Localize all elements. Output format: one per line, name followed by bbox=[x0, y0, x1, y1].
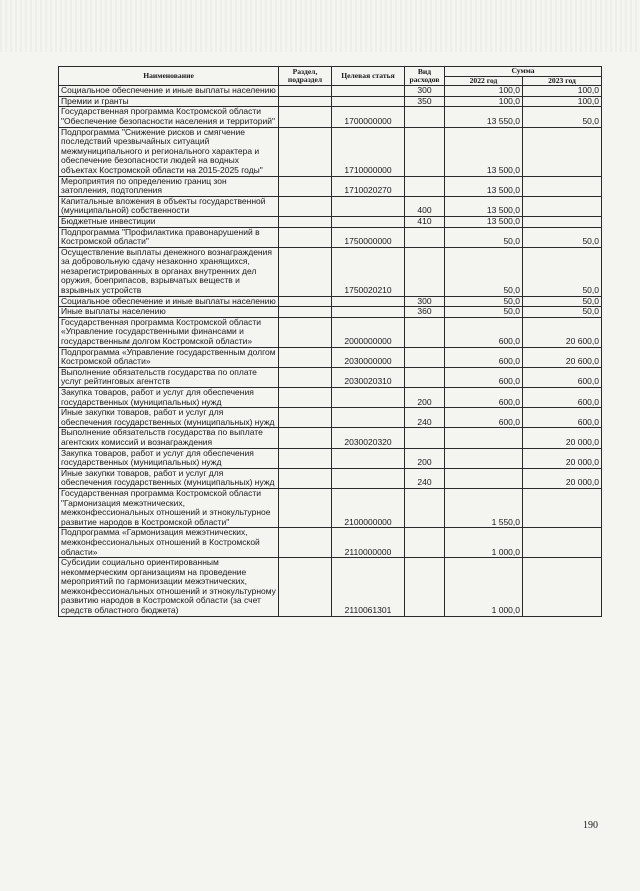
cell-type: 300 bbox=[405, 86, 445, 97]
cell-name: Иные выплаты населению bbox=[59, 307, 279, 318]
cell-target: 1710020270 bbox=[332, 176, 405, 196]
cell-name: Осуществление выплаты денежного вознаграждения за добровольную сдачу незаконно хранящихся, незарегистрированных в органах внутренних дел оружия, боеприпасов, взрывчатых веществ и взрывных устройств bbox=[59, 247, 279, 296]
cell-2022: 50,0 bbox=[445, 247, 523, 296]
cell-2023 bbox=[523, 488, 602, 527]
cell-name: Закупка товаров, работ и услуг для обеспечения государственных (муниципальных) нужд bbox=[59, 448, 279, 468]
table-row bbox=[59, 296, 602, 307]
table-row bbox=[59, 448, 602, 468]
header-row-1 bbox=[59, 67, 602, 77]
cell-2023 bbox=[523, 528, 602, 558]
cell-section bbox=[279, 307, 332, 318]
cell-section bbox=[279, 468, 332, 488]
cell-2023: 50,0 bbox=[523, 307, 602, 318]
cell-name: Подпрограмма "Профилактика правонарушений в Костромской области" bbox=[59, 227, 279, 247]
cell-type bbox=[405, 107, 445, 127]
cell-name: Субсидии социально ориентированным некоммерческим организациям на проведение мероприятий по гармонизации межэтнических, межконфессиональных отношений и этнокультурному развитию народов в Костромской области (за счет средств областного бюджета) bbox=[59, 558, 279, 617]
cell-section bbox=[279, 558, 332, 617]
cell-2023 bbox=[523, 558, 602, 617]
cell-target bbox=[332, 307, 405, 318]
cell-2022: 50,0 bbox=[445, 227, 523, 247]
cell-type bbox=[405, 176, 445, 196]
cell-section bbox=[279, 86, 332, 97]
cell-2022: 13 500,0 bbox=[445, 196, 523, 216]
cell-name: Подпрограмма «Гармонизация межэтнических, межконфессиональных отношений в Костромской области» bbox=[59, 528, 279, 558]
cell-name: Выполнение обязательств государства по выплате агентских комиссий и вознаграждения bbox=[59, 428, 279, 448]
cell-section bbox=[279, 428, 332, 448]
cell-type bbox=[405, 528, 445, 558]
cell-2023: 600,0 bbox=[523, 408, 602, 428]
table-row bbox=[59, 428, 602, 448]
cell-type bbox=[405, 367, 445, 387]
cell-section bbox=[279, 347, 332, 367]
cell-type: 400 bbox=[405, 196, 445, 216]
cell-section bbox=[279, 448, 332, 468]
cell-2022: 50,0 bbox=[445, 296, 523, 307]
header-section: Раздел, подраздел bbox=[279, 67, 332, 86]
cell-target bbox=[332, 388, 405, 408]
cell-section bbox=[279, 227, 332, 247]
header-type: Вид расходов bbox=[405, 67, 445, 86]
cell-name: Иные закупки товаров, работ и услуг для обеспечения государственных (муниципальных) нужд bbox=[59, 408, 279, 428]
cell-2023 bbox=[523, 176, 602, 196]
budget-table bbox=[58, 66, 602, 617]
cell-2023: 50,0 bbox=[523, 296, 602, 307]
cell-target: 2030020320 bbox=[332, 428, 405, 448]
cell-2022: 13 550,0 bbox=[445, 107, 523, 127]
page-number: 190 bbox=[583, 820, 598, 831]
table-row bbox=[59, 307, 602, 318]
cell-target bbox=[332, 408, 405, 428]
cell-name: Социальное обеспечение и иные выплаты населению bbox=[59, 296, 279, 307]
cell-name: Мероприятия по определению границ зон затопления, подтопления bbox=[59, 176, 279, 196]
cell-2022 bbox=[445, 448, 523, 468]
cell-type bbox=[405, 347, 445, 367]
table-row bbox=[59, 247, 602, 296]
cell-section bbox=[279, 216, 332, 227]
cell-name: Выполнение обязательств государства по оплате услуг рейтинговых агентств bbox=[59, 367, 279, 387]
cell-target bbox=[332, 216, 405, 227]
cell-target bbox=[332, 196, 405, 216]
cell-section bbox=[279, 107, 332, 127]
cell-section bbox=[279, 367, 332, 387]
cell-type: 360 bbox=[405, 307, 445, 318]
table-row bbox=[59, 317, 602, 347]
cell-type bbox=[405, 317, 445, 347]
cell-2022: 600,0 bbox=[445, 388, 523, 408]
table-row bbox=[59, 107, 602, 127]
cell-2023: 20 000,0 bbox=[523, 428, 602, 448]
cell-2023: 50,0 bbox=[523, 227, 602, 247]
cell-target: 2110000000 bbox=[332, 528, 405, 558]
cell-target bbox=[332, 468, 405, 488]
table-row bbox=[59, 388, 602, 408]
cell-2022: 13 500,0 bbox=[445, 127, 523, 176]
cell-name: Государственная программа Костромской области "Гармонизация межэтнических, межконфессиональных отношений и этнокультурное развитие народов в Костромской области" bbox=[59, 488, 279, 527]
cell-name: Премии и гранты bbox=[59, 96, 279, 107]
table-row bbox=[59, 528, 602, 558]
cell-target: 1750020210 bbox=[332, 247, 405, 296]
cell-section bbox=[279, 196, 332, 216]
cell-2022 bbox=[445, 428, 523, 448]
cell-target: 2030020310 bbox=[332, 367, 405, 387]
cell-type bbox=[405, 227, 445, 247]
cell-2022: 600,0 bbox=[445, 317, 523, 347]
table-row bbox=[59, 196, 602, 216]
cell-type bbox=[405, 428, 445, 448]
cell-2023: 50,0 bbox=[523, 107, 602, 127]
cell-2023 bbox=[523, 196, 602, 216]
cell-2022: 13 500,0 bbox=[445, 176, 523, 196]
cell-name: Государственная программа Костромской области «Управление государственными финансами и государственным долгом Костромской области» bbox=[59, 317, 279, 347]
cell-type bbox=[405, 488, 445, 527]
cell-target bbox=[332, 448, 405, 468]
cell-2022: 1 550,0 bbox=[445, 488, 523, 527]
cell-name: Закупка товаров, работ и услуг для обеспечения государственных (муниципальных) нужд bbox=[59, 388, 279, 408]
cell-section bbox=[279, 388, 332, 408]
cell-2022: 1 000,0 bbox=[445, 528, 523, 558]
cell-section bbox=[279, 317, 332, 347]
cell-name: Подпрограмма «Управление государственным долгом Костромской области» bbox=[59, 347, 279, 367]
cell-name: Подпрограмма "Снижение рисков и смягчение последствий чрезвычайных ситуаций межмуниципального и регионального характера и обеспечение безопасности людей на водных объектах Костромской области на 2015-2025 годы" bbox=[59, 127, 279, 176]
table-row bbox=[59, 216, 602, 227]
cell-2023: 50,0 bbox=[523, 247, 602, 296]
cell-section bbox=[279, 296, 332, 307]
cell-target: 2000000000 bbox=[332, 317, 405, 347]
cell-2022: 600,0 bbox=[445, 408, 523, 428]
table-row bbox=[59, 408, 602, 428]
table-row bbox=[59, 558, 602, 617]
cell-type bbox=[405, 558, 445, 617]
cell-type: 200 bbox=[405, 388, 445, 408]
cell-section bbox=[279, 488, 332, 527]
cell-section bbox=[279, 528, 332, 558]
cell-target bbox=[332, 86, 405, 97]
cell-2022: 600,0 bbox=[445, 367, 523, 387]
cell-type: 240 bbox=[405, 408, 445, 428]
cell-section bbox=[279, 408, 332, 428]
cell-2022: 100,0 bbox=[445, 86, 523, 97]
cell-2023 bbox=[523, 216, 602, 227]
cell-2022: 13 500,0 bbox=[445, 216, 523, 227]
table-row bbox=[59, 86, 602, 97]
cell-name: Капитальные вложения в объекты государственной (муниципальной) собственности bbox=[59, 196, 279, 216]
table-row bbox=[59, 176, 602, 196]
cell-type: 300 bbox=[405, 296, 445, 307]
cell-target: 2100000000 bbox=[332, 488, 405, 527]
cell-2022: 1 000,0 bbox=[445, 558, 523, 617]
cell-section bbox=[279, 127, 332, 176]
table-row bbox=[59, 227, 602, 247]
cell-name: Социальное обеспечение и иные выплаты населению bbox=[59, 86, 279, 97]
cell-section bbox=[279, 247, 332, 296]
cell-target: 2030000000 bbox=[332, 347, 405, 367]
table-body bbox=[59, 86, 602, 616]
cell-name: Иные закупки товаров, работ и услуг для обеспечения государственных (муниципальных) нужд bbox=[59, 468, 279, 488]
table-row bbox=[59, 127, 602, 176]
cell-2022: 50,0 bbox=[445, 307, 523, 318]
cell-type: 240 bbox=[405, 468, 445, 488]
table-row bbox=[59, 488, 602, 527]
cell-target: 1700000000 bbox=[332, 107, 405, 127]
cell-type: 410 bbox=[405, 216, 445, 227]
header-name: Наименование bbox=[59, 67, 279, 86]
table-row bbox=[59, 468, 602, 488]
cell-target: 1710000000 bbox=[332, 127, 405, 176]
cell-2023: 100,0 bbox=[523, 96, 602, 107]
cell-2022 bbox=[445, 468, 523, 488]
cell-section bbox=[279, 96, 332, 107]
cell-2023: 100,0 bbox=[523, 86, 602, 97]
cell-type: 350 bbox=[405, 96, 445, 107]
cell-2022: 600,0 bbox=[445, 347, 523, 367]
cell-target bbox=[332, 96, 405, 107]
table-row bbox=[59, 96, 602, 107]
cell-2023 bbox=[523, 127, 602, 176]
cell-2023: 20 600,0 bbox=[523, 317, 602, 347]
cell-2023: 20 000,0 bbox=[523, 448, 602, 468]
cell-type bbox=[405, 247, 445, 296]
cell-2022: 100,0 bbox=[445, 96, 523, 107]
cell-2023: 600,0 bbox=[523, 388, 602, 408]
cell-name: Государственная программа Костромской области "Обеспечение безопасности населения и территорий" bbox=[59, 107, 279, 127]
cell-target: 2110061301 bbox=[332, 558, 405, 617]
table-row bbox=[59, 367, 602, 387]
cell-2023: 20 600,0 bbox=[523, 347, 602, 367]
cell-section bbox=[279, 176, 332, 196]
cell-target bbox=[332, 296, 405, 307]
header-target: Целевая статья bbox=[332, 67, 405, 86]
cell-target: 1750000000 bbox=[332, 227, 405, 247]
table-row bbox=[59, 347, 602, 367]
header-sum: Сумма bbox=[445, 67, 602, 77]
cell-2023: 600,0 bbox=[523, 367, 602, 387]
cell-type bbox=[405, 127, 445, 176]
header-2022: 2022 год bbox=[445, 76, 523, 86]
header-2023: 2023 год bbox=[523, 76, 602, 86]
cell-type: 200 bbox=[405, 448, 445, 468]
cell-name: Бюджетные инвестиции bbox=[59, 216, 279, 227]
cell-2023: 20 000,0 bbox=[523, 468, 602, 488]
scan-noise-band bbox=[0, 0, 640, 52]
